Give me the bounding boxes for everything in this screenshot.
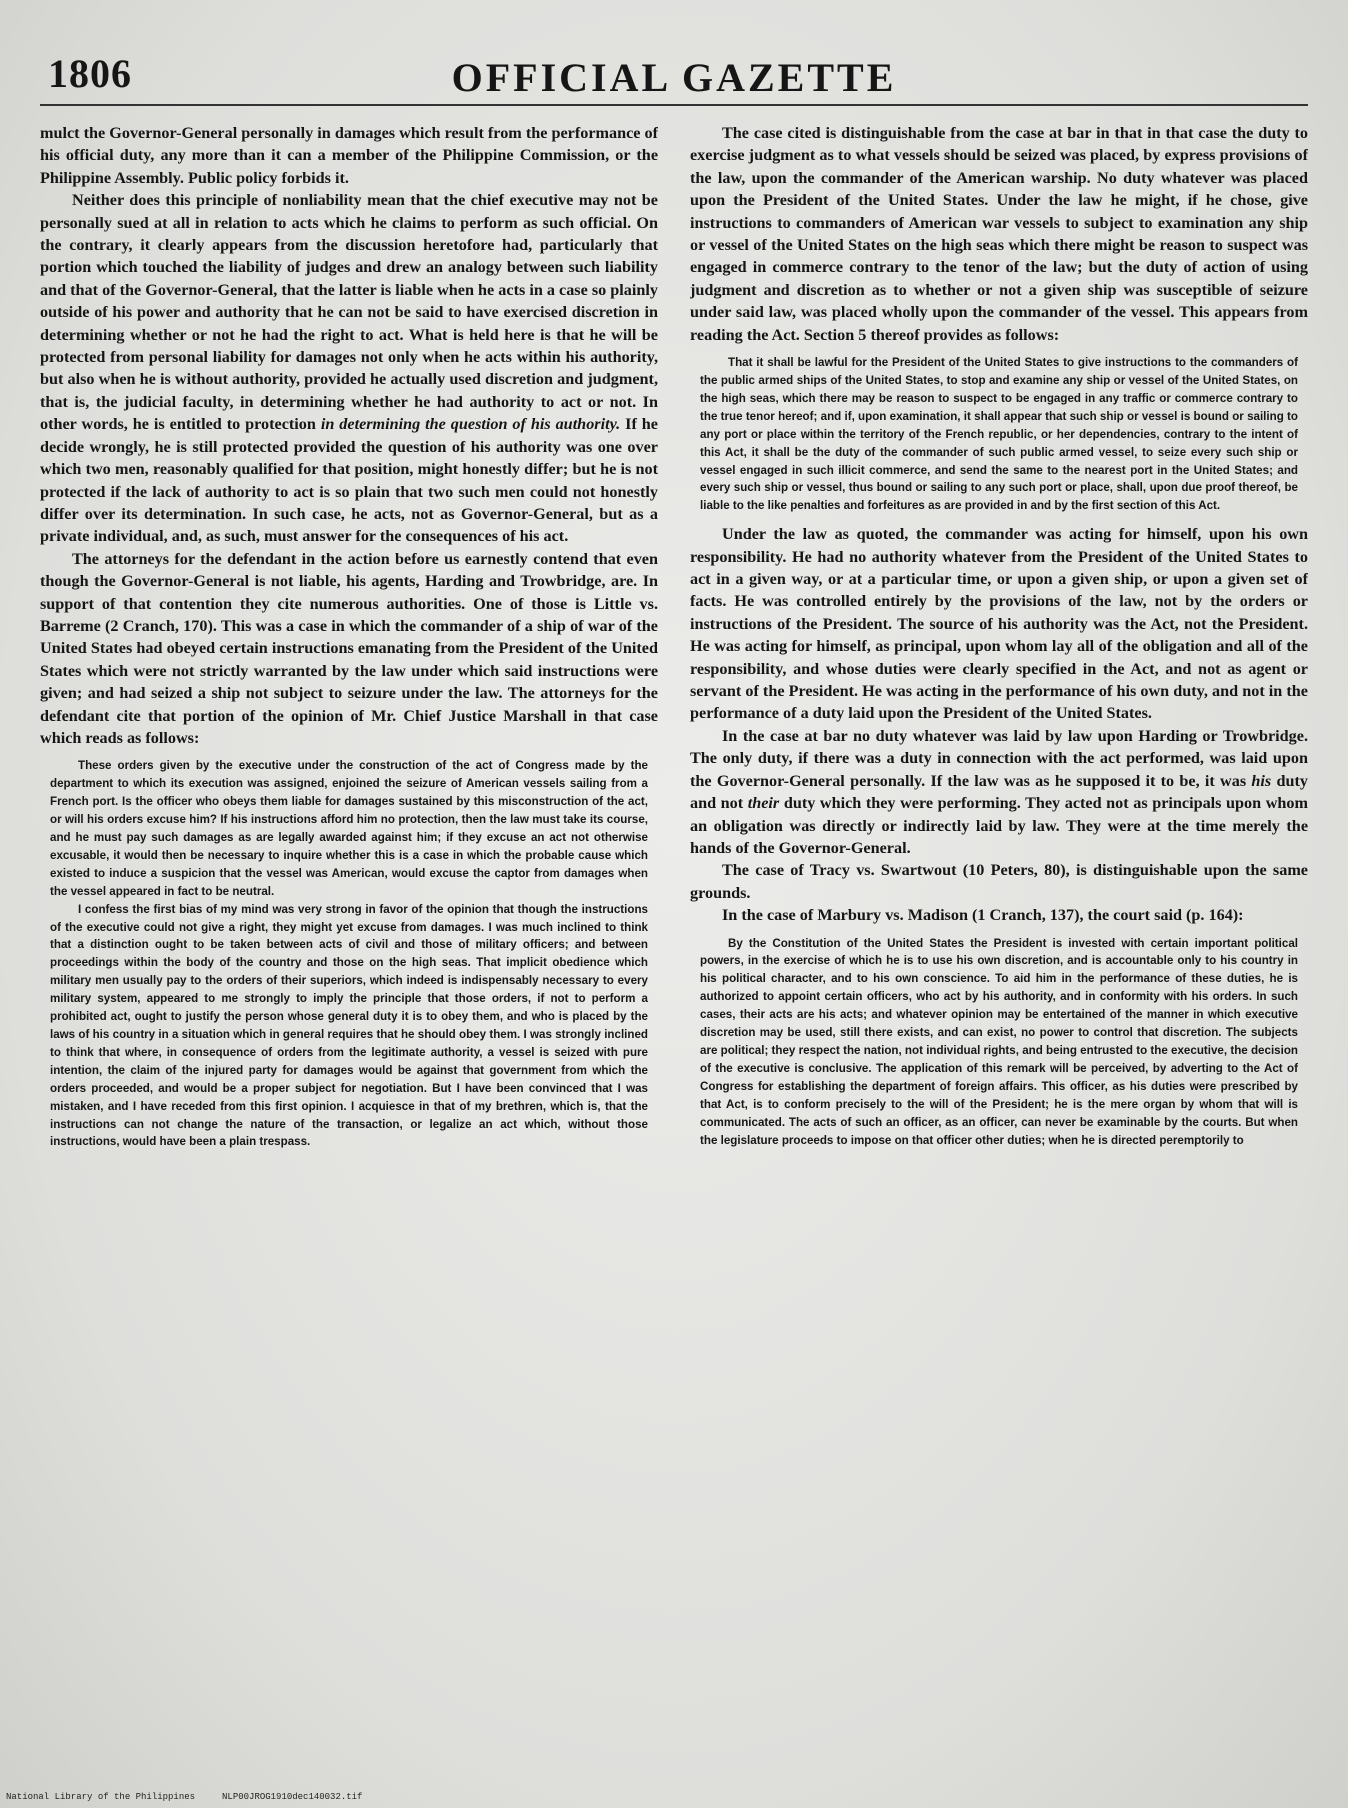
paragraph [690,725,1308,859]
paragraph-text: duty which they were performing. They acted not as principals upon whom an obligation was directly or indirectly laid by law. They were at the time merely the hands of the Governor-General. [690,794,1308,857]
quote-paragraph: That it shall be lawful for the President of the United States to give instructions to the commanders of the public armed ships of the United States, to stop and examine any ship or vessel of the United States, on the high seas, which there may be reason to suspect to be engaged in any traffic or commerce contrary to the true tenor hereof; and if, upon examination, it shall appear that such ship or vessel is bound or sailing to any port or place within the territory of the French republic, or her dependencies, contrary to the intent of this Act, it shall be the duty of the commander of such public armed vessel, to seize every such ship or vessel engaged in such illicit commerce, and send the same to the nearest port in the United States; and every such ship or vessel, thus bound or sailing to any such port or place, shall, upon due proof thereof, be liable to the like penalties and forfeitures as are provided in and by the first section of this Act. [700,356,1298,513]
paragraph: The attorneys for the defendant in the action before us earnestly contend that even though the Governor-General is not liable, his agents, Harding and Trowbridge, are. In support of that contention they cite numerous authorities. One of those is Little vs. Barreme (2 Cranch, 170). This was a case in which the commander of a ship of war of the United States had obeyed certain instructions emanating from the President of the United States which were not strictly warranted by the law under which said instructions were given; and had seized a ship not subject to seizure under the law. The attorneys for the defendant cite that portion of the opinion of Mr. Chief Justice Marshall in that case which reads as follows: [40,549,658,747]
paragraph: The case cited is distinguishable from the case at bar in that in that case the duty to exercise judgment as to what vessels should be seized was placed, by express provisions of the law, upon the commander of the American warship. No duty whatever was placed upon the President of the United States. Under the law he might, if he chose, give instructions to commanders of American war vessels to subject to examination any ship or vessel of the United States on the high seas which there might be reason to suspect was engaged in commerce contrary to the tenor of the law; but the duty of action of using judgment and discretion as to whether or not a given ship was susceptible of seizure under said law, was placed wholly upon the commander of the vessel. This appears from reading the Act. Section 5 thereof provides as follows: [690,124,1308,344]
page-number: 1806 [48,51,132,96]
paragraph: Under the law as quoted, the commander was acting for himself, upon his own responsibility. He had no authority whatever from the President of the United States to act in a given way, or at a particular time, or upon a given ship, or upon a given set of facts. He was controlled entirely by the provisions of the law, not by the orders or instructions of the President. The source of his authority was the Act, not the President. He was acting for himself, as principal, upon whom lay all of the obligation and all of the responsibility, and whose duties were clearly specified in the Act, and not as agent or servant of the President. He was acting in the performance of his own duty, and not in the performance of a duty laid upon the President of the United States. [690,525,1308,723]
paragraph-emphasis: his [1251,771,1272,790]
paragraph-text: duty and not [690,771,1308,813]
paragraph-emphasis: in determining the question of his authority. [320,415,621,434]
paragraph: In the case of Marbury vs. Madison (1 Cranch, 137), the court said (p. 164): [722,906,1244,925]
block-quote [50,757,648,1151]
left-column [40,122,658,1762]
paragraph-text: Neither does this principle of nonliability mean that the chief executive may not be personally sued at all in relation to acts which he claims to perform as such official. On the contrary, it clearly appears from the discussion heretofore had, particularly that portion which touched the liability of judges and drew an analogy between such liability and that of the Governor-General, that the latter is liable when he acts in a case so plainly outside of his power and authority that he can not be said to have exercised discretion in determining whether or not he had the right to act. What is held here is that he will be protected from personal liability for damages not only when he acts within his authority, but also when he is without authority, provided he actually used discretion and judgment, that is, the judicial faculty, in determining whether he had authority to act or not. In other words, he is entitled to protection [40,191,658,434]
page-header [40,51,1308,106]
block-quote [700,935,1298,1150]
masthead-title: OFFICIAL GAZETTE [451,55,897,100]
block-quote [700,354,1298,515]
quote-paragraph: These orders given by the executive under the construction of the act of Congress made by the department to which its execution was assigned, enjoined the seizure of American vessels sailing from a French port. Is the officer who obeys them liable for damages sustained by this misconstruction of the act, or will his orders excuse him? If his instructions afford him no protection, then the law must take its course, and he must pay such damages as are legally awarded against him; if they excuse an act not otherwise excusable, it would then be necessary to inquire whether this is a case in which the probable cause which existed to induce a suspicion that the vessel was American, would excuse the captor from damages when the vessel appeared in fact to be neutral. [50,759,648,898]
right-column [690,122,1308,1762]
text-columns [40,122,1308,1762]
paragraph: mulct the Governor-General personally in damages which result from the performance of his official duty, any more than it can a member of the Philippine Commission, or the Philippine Assembly. Public policy forbids it. [40,124,658,187]
quote-paragraph: By the Constitution of the United States the President is invested with certain important political powers, in the exercise of which he is to use his own discretion, and is accountable only to his country in his political character, and to his own conscience. To aid him in the performance of these duties, he is authorized to appoint certain officers, who act by his authority, and in conformity with his orders. In such cases, their acts are his acts; and whatever opinion may be entertained of the manner in which executive discretion may be used, still there exists, and can exist, no power to control that discretion. The subjects are political; they respect the nation, not individual rights, and being entrusted to the executive, the decision of the executive is conclusive. The application of this remark will be perceived, by adverting to the Act of Congress for establishing the department of foreign affairs. This officer, as his duties were prescribed by that Act, is to conform precisely to the will of the President; he is the mere organ by whom that will is communicated. The acts of such an officer, as an officer, can never be examinable by the courts. But when the legislature proceeds to impose on that officer other duties; when he is directed peremptorily to [700,936,1298,1147]
quote-paragraph: I confess the first bias of my mind was very strong in favor of the opinion that though the instructions of the executive could not give a right, they might yet excuse from damages. I was much inclined to think that a distinction ought to be taken between acts of civil and those of military officers; and between proceedings within the body of the country and those on the high seas. That implicit obedience which military men usually pay to the orders of their superiors, which indeed is indispensably necessary to every military system, appeared to me strongly to imply the principle that those orders, if not to perform a prohibited act, ought to justify the person whose general duty it is to obey them, and who is placed by the laws of his country in a situation which in general requires that he should obey them. I was strongly inclined to think that where, in consequence of orders from the legitimate authority, a vessel is seized with pure intention, the claim of the injured party for damages would be against that government from which the orders proceeded, and would be a proper subject for negotiation. But I have been convinced that I was mistaken, and I have receded from this first opinion. I acquiesce in that of my brethren, which is, that the instructions can not change the nature of the transaction, or legalize an act which, without those instructions, would have been a plain trespass. [50,902,648,1149]
paragraph-emphasis: their [747,794,780,813]
paragraph-text: If he decide wrongly, he is still protected provided the question of his authority was one over which two men, reasonably qualified for that position, might honestly differ; but he is not protected if the lack of authority to act is so plain that two such men could not honestly differ over its determination. In such case, he acts, not as Governor-General, but as a private individual, and, as such, must answer for the consequences of his act. [40,415,658,546]
paragraph: The case of Tracy vs. Swartwout (10 Peters, 80), is distinguishable upon the same grounds. [690,861,1308,902]
paragraph [40,189,658,548]
scan-source-footer: National Library of the Philippines NLP00JROG1910dec140032.tif [6,1792,363,1802]
paragraph-text: In the case at bar no duty whatever was laid by law upon Harding or Trowbridge. The only duty, if there was a duty in connection with the act performed, was laid upon the Governor-General personally. If the law was as he supposed it to be, it was [690,726,1308,790]
